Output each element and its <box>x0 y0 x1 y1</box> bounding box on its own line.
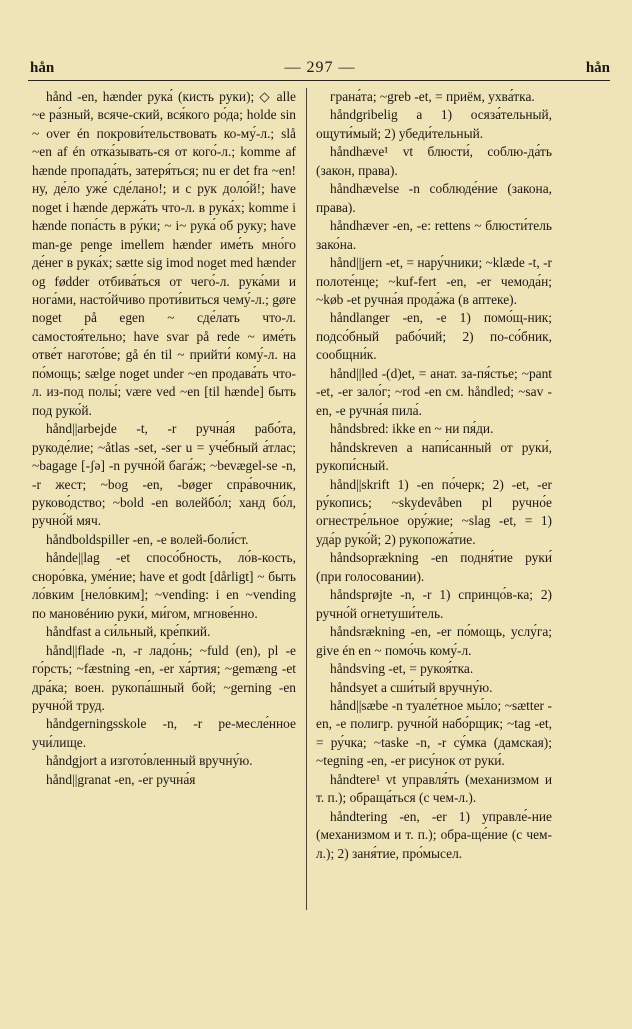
column-divider <box>306 88 307 910</box>
dictionary-entry: håndsyet a сши́тый вручну́ю. <box>330 679 493 695</box>
dictionary-entry: håndhæver -en, -e: rettens ~ блюсти́тель зако́на. <box>316 218 552 252</box>
dictionary-entry: håndsving -et, = рукоя́тка. <box>330 661 474 677</box>
dictionary-entry: håndhæve¹ vt блюсти́, соблю-да́ть (закон, права). <box>316 144 552 178</box>
dictionary-entry: hånd||granat -en, -er ручна́я <box>46 771 196 787</box>
dictionary-entry: håndlanger -en, -e 1) помо́щ-ник; подсо́бный рабо́чий; 2) по-со́бник, сообщни́к. <box>316 310 552 363</box>
dictionary-entry: hånd||flade -n, -r ладо́нь; ~fuld (en), pl -e го́рсть; ~fæstning -en, -er ха́ртия; ~gemæng -et дра́ка; воен. рукопа́шный бой; ~gerning -en ручно́й труд. <box>32 642 296 713</box>
dictionary-entry: håndboldspiller -en, -e волей-боли́ст. <box>46 531 249 547</box>
dictionary-entry: håndfast a си́льный, кре́пкий. <box>46 624 211 640</box>
dictionary-entry: hånd||skrift 1) -en по́черк; 2) -et, -er ру́копись; ~skydevåben pl ручно́е огнестре́льное ору́жие; ~slag -et, = 1) уда́р руко́й; 2) рукопожа́тие. <box>316 476 552 547</box>
dictionary-entry: hånd||sæbe -n туале́тное мы́ло; ~sætter -en, -e полигр. ручно́й набо́рщик; ~tag -et, = ру́чка; ~taske -n, -r су́мка (дамская); ~tegning -en, -er рису́нок от руки́. <box>316 697 552 769</box>
dictionary-entry: hånde||lag -et спосо́бность, ло́в-кость, снoро́вка, уме́ние; have et godt [dårligt] ~ быть ло́вким [нело́вким]; ~vending: i en ~vending по мановéнию руки́, ми́гом, мгнове́нно. <box>32 550 296 621</box>
dictionary-entry: håndgjort a изгото́вленный вручну́ю. <box>46 753 253 769</box>
left-column <box>32 88 296 789</box>
dictionary-entry: håndsbred: ikke en ~ ни пя́ди. <box>330 421 494 437</box>
dictionary-entry: håndtering -en, -er 1) управле́-ние (механизмом и т. п.); обра-ще́ние (с чем-л.); 2) заня́тие, про́мысел. <box>316 808 552 861</box>
dictionary-entry: hånd||led -(d)et, = анат. за-пя́стье; ~pant -et, -er зало́г; ~rod -en см. håndled; ~sav -en, -e ручна́я пила́. <box>316 365 552 418</box>
dictionary-entry: håndgerningsskole -n, -r ре-месле́нное учи́лище. <box>32 716 296 750</box>
page-header <box>30 57 610 79</box>
dictionary-entry: hånd||arbejde -t, -r ручна́я рабо́та, рукоде́лие; ~åtlas -set, -ser u = уче́бный а́тлас; ~bagage [-ʃə] -n ручно́й бага́ж; ~bevægel-se -n, -r жест; ~bog -en, -bøger спра́вочник, руково́дство; ~bold -en волейбо́л; ханд бо́л, ручно́й мяч. <box>32 421 296 529</box>
header-rule <box>28 80 610 81</box>
dictionary-entry: håndgribelig a 1) осяза́тельный, ощути́мый; 2) убеди́тельный. <box>316 107 552 141</box>
dictionary-entry: håndsprøjte -n, -r 1) спринцо́в-ка; 2) ручно́й огнетуши́тель. <box>316 587 552 621</box>
dictionary-entry: håndhævelse -n соблюде́ние (закона, права). <box>316 181 552 215</box>
dictionary-entry: грана́та; ~greb -et, = приём, ухва́тка. <box>330 89 535 104</box>
dictionary-entry: hånd -en, hænder рука́ (кисть руки); ◇ alle ~e ра́зный, всяче-ский, вся́кого ро́да; holde sin ~ over én покрови́тельствовать ко-му́-л.; slå ~en af én отка́зывать-ся от кого́-л.; komme af hænde пропада́ть, затеря́ться; nu er det fra ~en! ну, де́ло уже́ сде́лано!; и с рук доло́й!; have noget i hænde держа́ть что-л. в рука́х; komme i hænde попа́сть в ру́ки; ~ i~ рука́ об руку; have man-ge penge imellem hænder име́ть мно́го де́нег в рука́х; sætte sig imod noget med hænder og fødder отбива́ться от чего́-л. рука́ми и нога́ми, насто́йчиво проти́виться чему́-л.; gøre noget på egen ~ сде́лать что-л. самостоя́тельно; have svar på rede ~ име́ть отве́т нагото́ве; gå én til ~ прийти́ кому́-л. на по́мощь; sælge noget under ~en продава́ть что-л. из-под полы́; være ved ~en [til hænde] быть под руко́й. <box>32 89 296 418</box>
dictionary-entry: håndtere¹ vt управля́ть (механизмом и т. п.); обраща́ться (с чем-л.). <box>316 771 552 806</box>
header-left-guide-word: hån <box>30 59 55 76</box>
page-number: — 297 — <box>284 59 356 76</box>
dictionary-entry: håndskreven a напи́санный от руки́, рукопи́сный. <box>316 439 552 474</box>
right-column <box>316 88 552 863</box>
dictionary-entry: hånd||jern -et, = нару́чники; ~klæde -t, -r полоте́нце; ~kuf-fert -en, -er чемода́н; ~køb -et ручна́я прода́жа (в аптеке). <box>316 255 552 307</box>
header-right-guide-word: hån <box>585 59 610 76</box>
dictionary-entry: håndsrækning -en, -er по́мощь, услу́га; give én en ~ помо́чь кому́-л. <box>316 624 552 658</box>
dictionary-entry: håndsoprækning -en подня́тие руки́ (при голосовании). <box>316 550 552 584</box>
